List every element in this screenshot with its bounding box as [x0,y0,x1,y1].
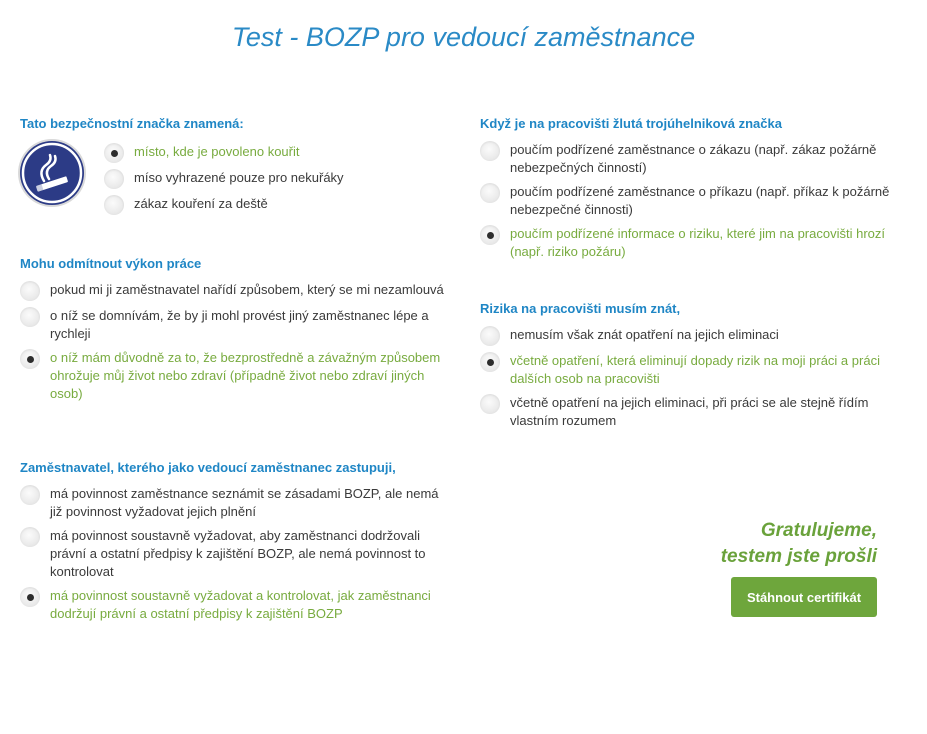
question-2 [20,256,450,409]
answer-option[interactable] [20,349,450,403]
answer-option[interactable] [480,183,910,219]
radio-button[interactable] [104,195,124,215]
question-title: Tato bezpečnostní značka znamená: [20,116,244,131]
radio-button[interactable] [480,141,500,161]
answer-label: o níž mám důvodně za to, že bezprostředně a závažným způsobem ohrožuje můj život nebo zdraví (případně život nebo zdraví jiných osob) [50,350,441,401]
answer-label: poučím podřízené zaměstnance o příkazu (např. příkaz k požárně nebezpečné činnosti) [510,184,890,217]
answer-option[interactable] [20,587,450,623]
answer-option[interactable] [480,326,910,346]
radio-button[interactable] [20,349,40,369]
radio-button[interactable] [20,527,40,547]
radio-button[interactable] [480,352,500,372]
answer-option[interactable] [480,352,910,388]
answer-label: pokud mi ji zaměstnavatel nařídí způsobem, který se mi nezamlouvá [50,282,444,297]
question-title: Zaměstnavatel, kterého jako vedoucí zaměstnanec zastupuji, [20,460,396,475]
answer-label: o níž se domnívám, že by ji mohl provést jiný zaměstnanec lépe a rychleji [50,308,429,341]
question-title: Když je na pracovišti žlutá trojúhelniková značka [480,116,782,131]
congratulations-message [660,518,877,570]
radio-button[interactable] [104,143,124,163]
answer-label: má povinnost zaměstnance seznámit se zásadami BOZP, ale nemá již povinnost vyžadovat jejich plnění [50,486,439,519]
answer-label: míso vyhrazené pouze pro nekuřáky [134,170,344,185]
answer-option[interactable] [104,143,344,163]
radio-button[interactable] [20,485,40,505]
radio-button[interactable] [20,307,40,327]
answer-label: zákaz kouření za deště [134,196,268,211]
answer-option[interactable] [104,195,344,215]
answer-label: včetně opatření, která eliminují dopady rizik na moji práci a práci dalších osob na pracovišti [510,353,880,386]
radio-button[interactable] [480,225,500,245]
answer-label: má povinnost soustavně vyžadovat, aby zaměstnanci dodržovali právní a ostatní předpisy k zajištění BOZP, ale nemá povinnost to kontrolovat [50,528,426,579]
congrats-line-2: testem jste prošli [720,546,877,567]
question-3 [20,460,450,629]
answer-option[interactable] [480,394,910,430]
question-title: Mohu odmítnout výkon práce [20,256,202,271]
congrats-line-1: Gratulujeme, [760,520,877,541]
answer-option[interactable] [20,485,450,521]
page-title: Test - BOZP pro vedoucí zaměstnance [231,22,696,52]
answer-label: včetně opatření na jejich eliminaci, při práci se ale stejně řídím vlastním rozumem [510,395,869,428]
answer-option[interactable] [480,225,910,261]
download-certificate-button[interactable]: Stáhnout certifikát [731,577,877,617]
answer-option[interactable] [104,169,344,189]
radio-button[interactable] [480,394,500,414]
radio-button[interactable] [480,183,500,203]
radio-button[interactable] [104,169,124,189]
answer-label: místo, kde je povoleno kouřit [134,144,300,159]
answer-option[interactable] [480,141,910,177]
question-title: Rizika na pracovišti musím znát, [480,301,681,316]
answer-label: má povinnost soustavně vyžadovat a kontrolovat, jak zaměstnanci dodržují právní a ostatní předpisy k zajištění BOZP [50,588,431,621]
answer-label: poučím podřízené zaměstnance o zákazu (např. zákaz požárně nebezpečných činností) [510,142,877,175]
answer-option[interactable] [20,527,450,581]
smoking-sign-icon [20,141,84,205]
question-5 [480,301,910,436]
question-1 [20,116,450,221]
radio-button[interactable] [20,587,40,607]
question-4 [480,116,910,267]
answer-label: nemusím však znát opatření na jejich eliminaci [510,327,779,342]
radio-button[interactable] [20,281,40,301]
answer-label: poučím podřízené informace o riziku, které jim na pracovišti hrozí (např. riziko požáru) [510,226,885,259]
answer-option[interactable] [20,281,450,301]
answer-option[interactable] [20,307,450,343]
radio-button[interactable] [480,326,500,346]
